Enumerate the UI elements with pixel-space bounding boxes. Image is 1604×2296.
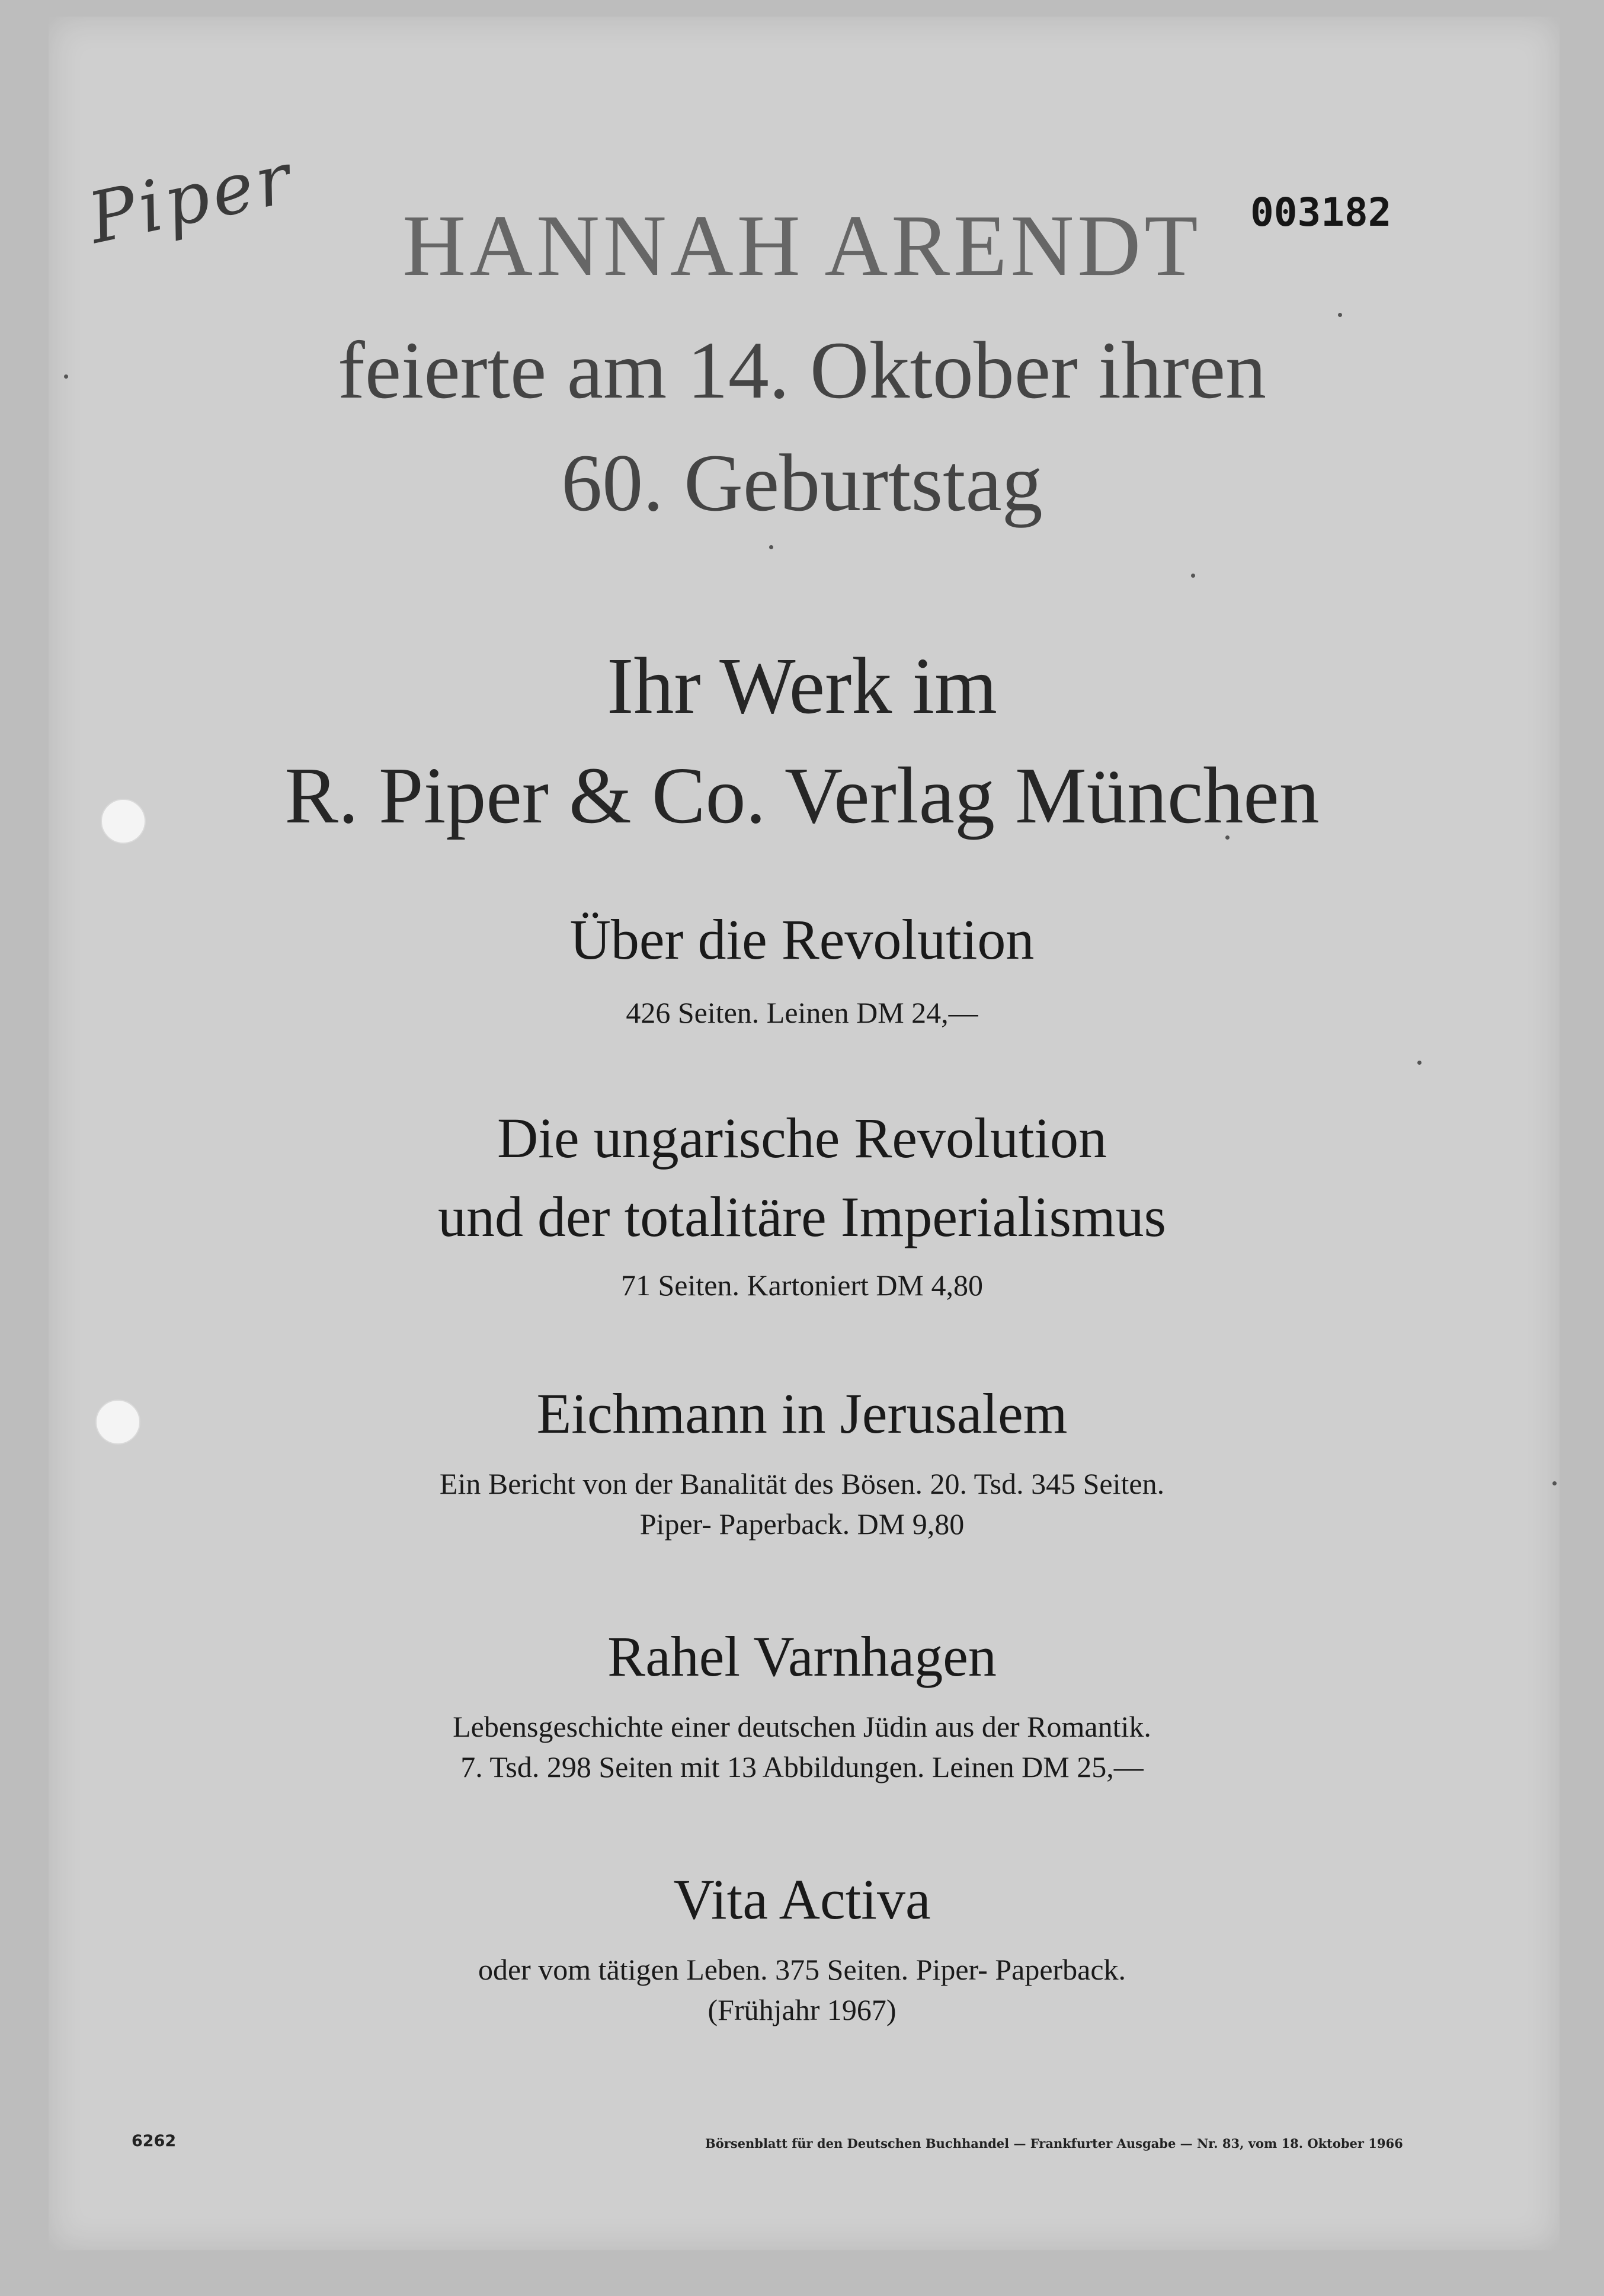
handwritten-note: Piper xyxy=(81,136,301,260)
book-detail: 7. Tsd. 298 Seiten mit 13 Abbildungen. Leinen DM 25,— xyxy=(460,1750,1144,1783)
book-detail: (Frühjahr 1967) xyxy=(707,1993,897,2026)
book-detail: 71 Seiten. Kartoniert DM 4,80 xyxy=(620,1269,983,1302)
scan-speck xyxy=(1417,1061,1421,1065)
book-title: Vita Activa xyxy=(673,1868,931,1931)
publisher-heading-line-2: R. Piper & Co. Verlag München xyxy=(284,751,1320,840)
scan-speck xyxy=(1191,574,1195,578)
book-detail: oder vom tätigen Leben. 375 Seiten. Piper- Paperback. xyxy=(478,1953,1126,1986)
author-name: HANNAH ARENDT xyxy=(402,197,1202,294)
occasion-line-2: 60. Geburtstag xyxy=(561,437,1043,528)
document-number: 003182 xyxy=(1250,190,1392,235)
book-detail: Ein Bericht von der Banalität des Bösen. 20. Tsd. 345 Seiten. xyxy=(439,1467,1165,1500)
source-line: Börsenblatt für den Deutschen Buchhandel — Frankfurter Ausgabe — Nr. 83, vom 18. Oktober 1966 xyxy=(705,2136,1403,2151)
page-number: 6262 xyxy=(132,2132,177,2150)
book-title: Die ungarische Revolution xyxy=(497,1106,1107,1170)
occasion-line-1: feierte am 14. Oktober ihren xyxy=(337,325,1267,415)
book-title: und der totalitäre Imperialismus xyxy=(438,1185,1166,1248)
book-title: Über die Revolution xyxy=(569,908,1035,971)
book-detail: Lebensgeschichte einer deutschen Jüdin aus der Romantik. xyxy=(453,1710,1151,1743)
book-detail: 426 Seiten. Leinen DM 24,— xyxy=(626,996,978,1029)
book-title: Eichmann in Jerusalem xyxy=(536,1382,1068,1445)
scan-speck xyxy=(1338,313,1342,317)
publisher-heading-line-1: Ihr Werk im xyxy=(607,642,997,731)
book-title: Rahel Varnhagen xyxy=(607,1625,997,1688)
scan-speck xyxy=(769,545,773,549)
book-detail: Piper- Paperback. DM 9,80 xyxy=(639,1507,965,1541)
